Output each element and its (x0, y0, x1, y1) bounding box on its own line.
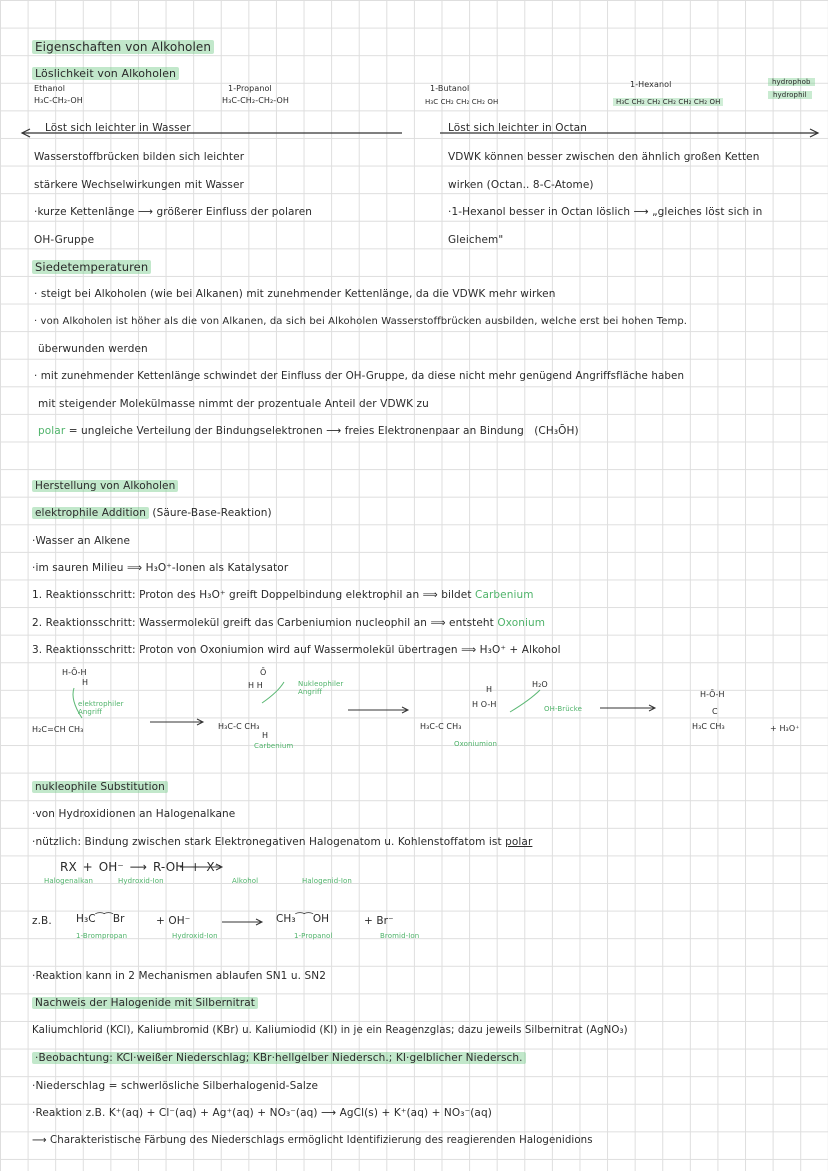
m3-name: Oxoniumion (454, 740, 498, 748)
sub-mechanism-line: ·Reaktion kann in 2 Mechanismen ablaufen SN1 u. SN2 (32, 970, 327, 982)
polar-word: polar (38, 425, 66, 437)
polar-example: (CH₃ŌH) (534, 425, 579, 437)
sub-equation-1: RX + OH⁻ ⟶ R-OH + X⁻ (60, 860, 222, 874)
eq1-label-2: Hydroxid-Ion (118, 877, 164, 885)
eq2-label-1: 1-Brompropan (76, 932, 128, 940)
hexanol-formula: H₃C CH₂ CH₂ CH₂ CH₂ CH₂ OH (613, 98, 723, 106)
hydrophil-label: hydrophil (768, 91, 812, 99)
eq1-label-1: Halogenalkan (44, 877, 94, 885)
hydrophob-label: hydrophob (768, 78, 815, 86)
herstellung-subheading: elektrophile Addition (Säure-Base-Reaktion) (32, 507, 272, 519)
reaktionsschritt-1: 1. Reaktionsschritt: Proton des H₃O⁺ greift Doppelbindung elektrophil an ⟹ bildet Carbenium (32, 589, 534, 601)
sub-line-2: ·nützlich: Bindung zwischen stark Elektronegativen Halogenatom u. Kohlenstoffatom ist polar (32, 836, 533, 848)
nachweis-line-5: ⟶ Charakteristische Färbung des Niederschlags ermöglicht Identifizierung des reagierenden Halogenidions (32, 1135, 593, 1146)
m2-cation: H₃C-C CH₃ (218, 722, 260, 731)
section-heading-herstellung: Herstellung von Alkoholen (32, 480, 178, 492)
zb-label: z.B. (32, 915, 52, 927)
siede-line-1: · steigt bei Alkoholen (wie bei Alkanen) mit zunehmender Kettenlänge, da die VDWK mehr wirken (34, 288, 556, 300)
right-line-4: Gleichem" (448, 234, 504, 246)
eq2-label-4: Bromid-Ion (380, 932, 420, 940)
m4-chain: H₃C CH₃ (692, 722, 725, 731)
herstellung-line-2: ·im sauren Milieu ⟹ H₃O⁺-Ionen als Katalysator (32, 562, 289, 574)
m3-cation: H₃C-C CH₃ (420, 722, 462, 731)
left-line-3: ·kurze Kettenlänge ⟶ größerer Einfluss der polaren (34, 206, 313, 218)
m1-alkene: H₂C=CH CH₃ (32, 725, 84, 734)
m2-label: Nukleophiler Angriff (298, 680, 344, 696)
m4-plus: + H₃O⁺ (770, 724, 800, 733)
propanol-name: 1-Propanol (228, 84, 272, 93)
siede-line-3: überwunden werden (38, 343, 148, 355)
m4-c: C (712, 707, 718, 716)
arrow-right-label: Löst sich leichter in Octan (448, 122, 587, 134)
curved-arrow-2 (262, 682, 284, 703)
eq2-reactant-1: H₃C⁀⁀Br (76, 913, 125, 925)
right-line-2: wirken (Octan.. 8-C-Atome) (448, 179, 594, 191)
right-line-3: ·1-Hexanol besser in Octan löslich ⟶ „gleiches löst sich in (448, 206, 763, 218)
section-heading-substitution: nukleophile Substitution (32, 781, 168, 793)
arrow-left-label: Löst sich leichter in Wasser (45, 122, 191, 134)
eq2-label-3: 1-Propanol (294, 932, 333, 940)
m3-o: H O-H (472, 700, 497, 709)
eq2-product-2: + Br⁻ (364, 915, 394, 927)
siede-line-4: · mit zunehmender Kettenlänge schwindet der Einfluss der OH-Gruppe, da diese nicht mehr genügend Angriffsfläche haben (34, 370, 685, 382)
ethanol-name: Ethanol (34, 84, 66, 93)
m1-label: elektrophiler Angriff (78, 700, 124, 716)
m2-hh: H H (248, 681, 263, 690)
nachweis-line-3: ·Niederschlag = schwerlösliche Silberhalogenid-Salze (32, 1080, 319, 1092)
left-line-2: stärkere Wechselwirkungen mit Wasser (34, 179, 244, 191)
m2-h: H (262, 731, 269, 740)
reaktionsschritt-3: 3. Reaktionsschritt: Proton von Oxoniumion wird auf Wassermolekül übertragen ⟹ H₃O⁺ + Alkohol (32, 644, 561, 656)
left-line-4: OH-Gruppe (34, 234, 95, 246)
section-heading-nachweis: Nachweis der Halogenide mit Silbernitrat (32, 997, 258, 1009)
m4-oh: H-Ō-H (700, 690, 725, 699)
m3-h2o: H₂O (532, 680, 548, 689)
m2-name: Carbenium (254, 742, 294, 750)
eq2-label-2: Hydroxid-Ion (172, 932, 218, 940)
hexanol-name: 1-Hexanol (630, 80, 672, 89)
nachweis-line-2: ·Beobachtung: KCl·weißer Niederschlag; KBr·hellgelber Niedersch.; KI·gelblicher Niedersch. (32, 1052, 526, 1064)
butanol-name: 1-Butanol (430, 84, 470, 93)
siede-line-5: mit steigender Molekülmasse nimmt der prozentuale Anteil der VDWK zu (38, 398, 429, 410)
section-heading-loeslichkeit: Löslichkeit von Alkoholen (32, 67, 179, 80)
siede-line-2: · von Alkoholen ist höher als die von Alkanen, da sich bei Alkoholen Wasserstoffbrücken ausbilden, welche erst bei hohen Temp. (34, 316, 688, 327)
right-line-1: VDWK können besser zwischen den ähnlich großen Ketten (448, 151, 760, 163)
eq2-product-1: CH₃⁀⁀OH (276, 913, 330, 925)
reaktionsschritt-2: 2. Reaktionsschritt: Wassermolekül greift das Carbeniumion nucleophil an ⟹ entsteht Oxonium (32, 617, 546, 629)
m3-bridge: OH-Brücke (544, 705, 583, 713)
m3-h: H (486, 685, 493, 694)
ethanol-formula: H₃C-CH₂-OH (34, 96, 83, 105)
eq2-reactant-2: + OH⁻ (156, 915, 191, 927)
m2-water: Ō (260, 668, 267, 677)
nachweis-line-1: Kaliumchlorid (KCl), Kaliumbromid (KBr) u. Kaliumiodid (KI) in je ein Reagenzglas; dazu jeweils Silbernitrat (AgNO₃) (32, 1025, 628, 1036)
page-title: Eigenschaften von Alkoholen (32, 40, 214, 54)
sub-line-1: ·von Hydroxidionen an Halogenalkane (32, 808, 236, 820)
m1-water: H-Ō-H (62, 668, 87, 677)
polar-definition: polar = ungleiche Verteilung der Bindungselektronen ⟶ freies Elektronenpaar an Bindung (CH₃ŌH) (38, 425, 579, 437)
propanol-formula: H₃C-CH₂-CH₂-OH (222, 96, 290, 105)
eq1-label-3: Alkohol (232, 877, 259, 885)
eq1-label-4: Halogenid-Ion (302, 877, 352, 885)
curved-arrow-3 (510, 690, 540, 712)
section-heading-siede: Siedetemperaturen (32, 260, 151, 274)
nachweis-line-4: ·Reaktion z.B. K⁺(aq) + Cl⁻(aq) + Ag⁺(aq) + NO₃⁻(aq) ⟶ AgCl(s) + K⁺(aq) + NO₃⁻(aq) (32, 1107, 492, 1119)
left-line-1: Wasserstoffbrücken bilden sich leichter (34, 151, 245, 163)
m1-h: H (82, 678, 89, 687)
butanol-formula: H₃C CH₂ CH₂ CH₂ OH (425, 98, 499, 106)
herstellung-line-1: ·Wasser an Alkene (32, 535, 131, 547)
